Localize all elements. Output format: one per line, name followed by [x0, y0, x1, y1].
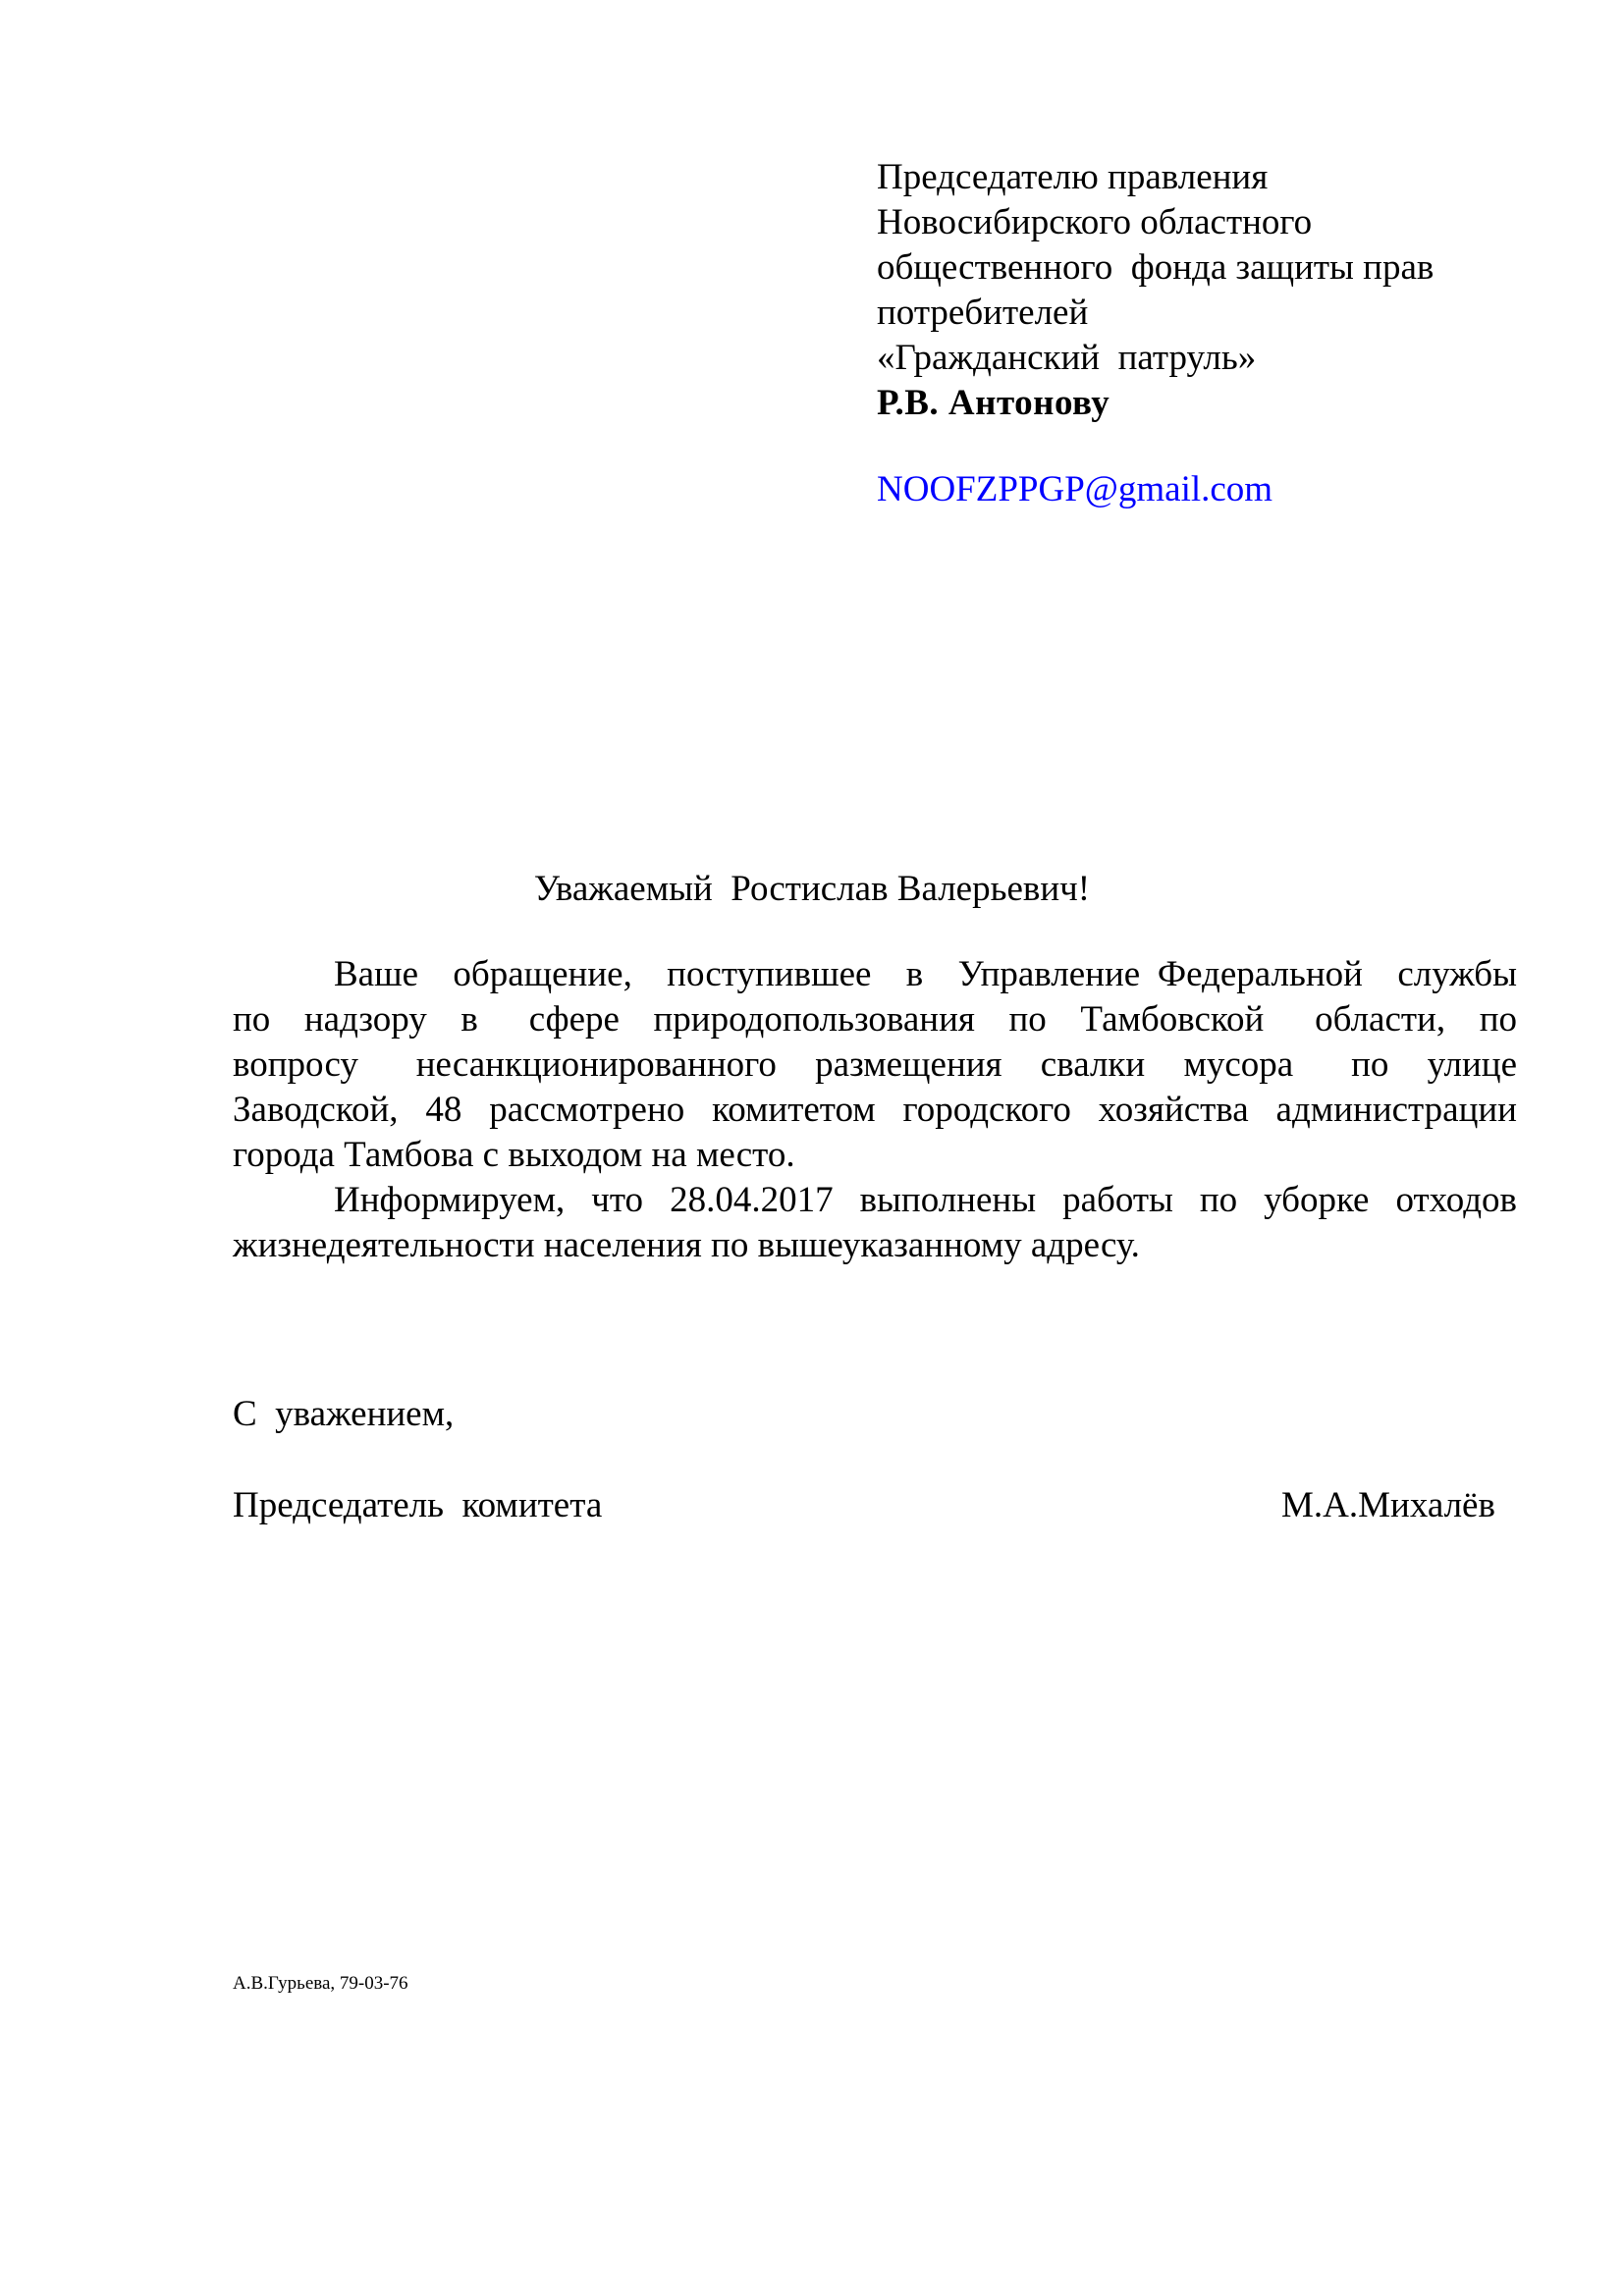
body-line: Ваше обращение, поступившее в Управление Федеральной службы: [334, 954, 1517, 994]
addressee-line: Новосибирского областного: [877, 202, 1313, 242]
salutation: Уважаемый Ростислав Валерьевич!: [533, 869, 1091, 909]
closing-phrase: С уважением,: [233, 1394, 455, 1434]
addressee-line: «Гражданский патруль»: [877, 338, 1257, 378]
signer-role: Председатель комитета: [233, 1485, 603, 1525]
addressee-line: общественного фонда защиты прав: [877, 247, 1435, 288]
body-line: Информируем, что 28.04.2017 выполнены работы по уборке отходов: [334, 1180, 1517, 1220]
executor-note: А.В.Гурьева, 79-03-76: [233, 1973, 408, 1994]
body-line: жизнедеятельности населения по вышеуказанному адресу.: [233, 1225, 1140, 1265]
body-line: Заводской, 48 рассмотрено комитетом городского хозяйства администрации: [233, 1090, 1517, 1130]
addressee-name: Р.В. Антонову: [877, 383, 1110, 423]
signer-name: М.А.Михалёв: [1281, 1485, 1495, 1525]
body-line: вопросу несанкционированного размещения свалки мусора по улице: [233, 1044, 1517, 1085]
addressee-line: Председателю правления: [877, 157, 1269, 197]
addressee-line: потребителей: [877, 293, 1089, 333]
letter-body: [233, 952, 1517, 1268]
body-line: города Тамбова с выходом на место.: [233, 1135, 795, 1175]
email-link[interactable]: NOOFZPPGP@gmail.com: [877, 469, 1273, 509]
body-line: по надзору в сфере природопользования по Тамбовской области, по: [233, 999, 1517, 1040]
addressee-block: [877, 155, 1584, 426]
